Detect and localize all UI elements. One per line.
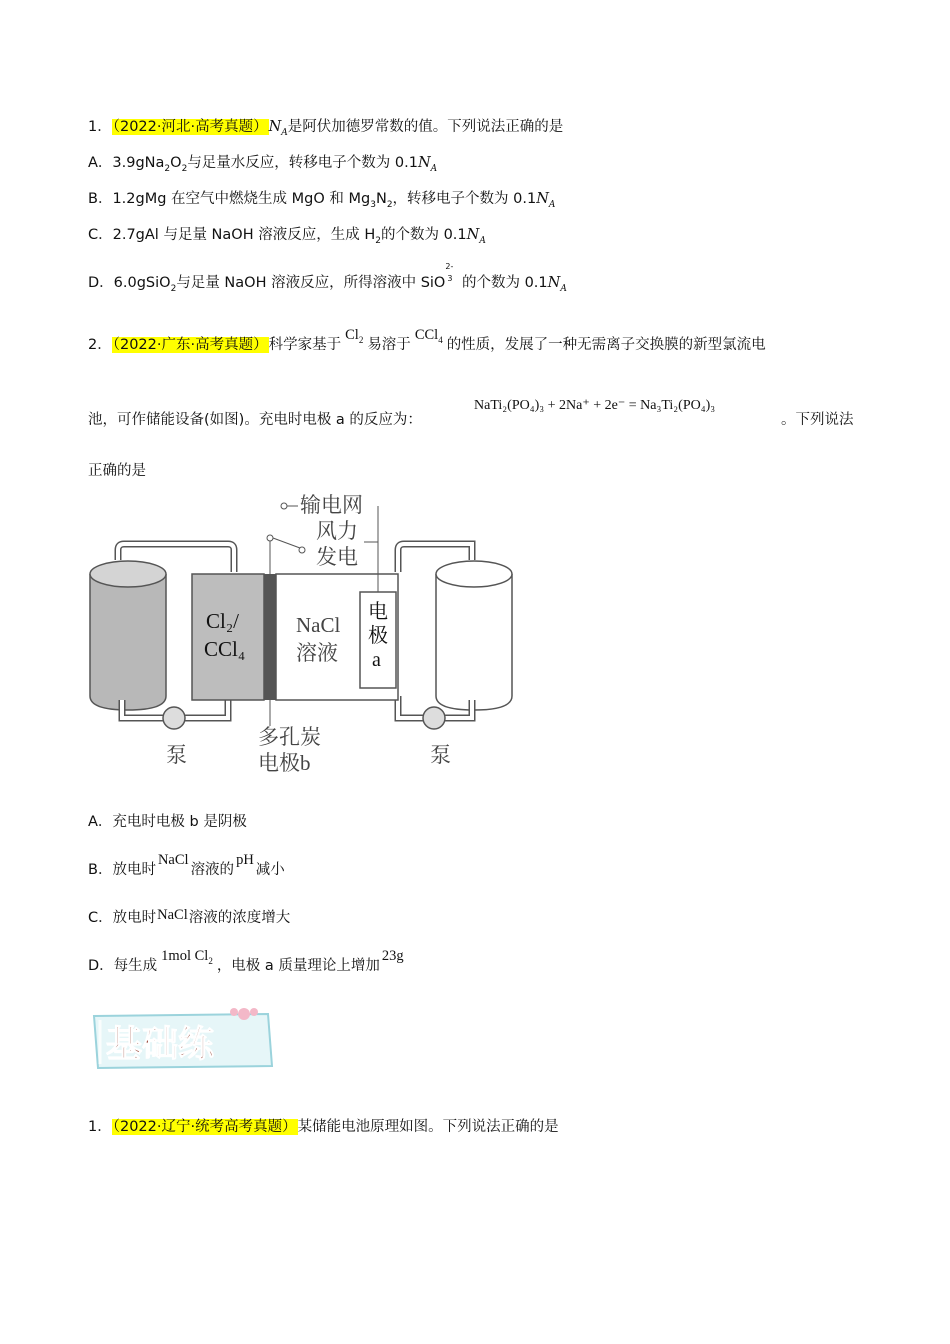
- q3-source-tag: （2022·辽宁·统考高考真题）: [112, 1119, 297, 1135]
- nacl-label-1: NaCl: [296, 613, 341, 637]
- option-text: 1.2gMg 在空气中燃烧生成 MgO 和 Mg: [112, 191, 371, 207]
- option-text: ，电极 a 质量理论上增加: [216, 958, 380, 974]
- ion-charge: [445, 262, 457, 293]
- option-label: C．: [88, 910, 113, 926]
- subscript: 3: [447, 274, 453, 283]
- option-label: C．: [88, 227, 113, 243]
- q2-stem-line3: 正确的是: [88, 463, 146, 479]
- option-text: ，转移电子个数为 0.1: [392, 191, 537, 207]
- option-text: 的个数为 0.1: [457, 275, 548, 291]
- flow-battery-diagram: [88, 488, 528, 778]
- q1-option-a: [88, 153, 437, 173]
- left-tank-top: [90, 561, 166, 587]
- option-text: 溶液的浓度增大: [188, 910, 291, 926]
- option-text: 3.9gNa: [112, 155, 165, 171]
- subscript: A: [430, 163, 438, 174]
- charge-reaction-equation: NaTi₂(PO₄)₃ + 2Na⁺ + 2e⁻ = Na₃Ti₂(PO₄)₃: [474, 398, 716, 413]
- q2-source-tag: （2022·广东·高考真题）: [112, 337, 268, 353]
- subscript: A: [479, 235, 486, 246]
- q1-stem-text: 是阿伏加德罗常数的值。下列说法正确的是: [287, 119, 564, 135]
- option-text: 充电时电极 b 是阴极: [112, 814, 247, 830]
- bow-icon: [238, 1008, 250, 1020]
- q2-stem-line1: [88, 327, 766, 355]
- left-tank-label-1: Cl₂/: [206, 609, 239, 633]
- electrode-a-label-3: a: [372, 649, 381, 671]
- q1-option-c: [88, 225, 486, 245]
- wind-label-1: 风力: [316, 519, 358, 543]
- q2-option-d: [88, 948, 404, 976]
- mol-cl2: [161, 948, 213, 964]
- left-pump: [163, 707, 185, 729]
- q2-option-a: [88, 812, 247, 832]
- na-symbol: N: [417, 155, 431, 171]
- option-text: N: [375, 191, 387, 207]
- subscript: 2: [208, 955, 213, 966]
- carbon-electrode-label-2: 电极b: [258, 751, 311, 775]
- option-text: 减小: [255, 862, 285, 878]
- grid-label: 输电网: [300, 493, 363, 517]
- option-text: 的个数为 0.1: [380, 227, 467, 243]
- right-pump-label: 泵: [430, 743, 451, 767]
- section-title: 基础练: [106, 1023, 215, 1065]
- wind-label-2: 发电: [316, 545, 358, 569]
- q3-number: 1．: [88, 1119, 112, 1135]
- subscript: 2: [164, 163, 171, 174]
- option-text: 2.7gAl 与足量 NaOH 溶液反应，生成 H: [112, 227, 376, 243]
- grid-terminal: [281, 503, 287, 509]
- right-storage-tank: [436, 574, 512, 710]
- stem-text: 池，可作储能设备(如图)。充电时电极 a 的反应为：: [88, 412, 422, 428]
- option-label: D．: [88, 275, 114, 291]
- subscript: 2: [375, 235, 381, 246]
- carbon-electrode-label-1: 多孔炭: [258, 725, 321, 749]
- na-symbol: N: [466, 227, 480, 243]
- q1-number: 1．: [88, 119, 112, 135]
- option-text: 与足量水反应，转移电子个数为 0.1: [187, 155, 418, 171]
- left-storage-tank: [90, 574, 166, 710]
- switch: [273, 538, 300, 548]
- left-pump-label: 泵: [166, 743, 187, 767]
- stem-text: 某储能电池原理如图。下列说法正确的是: [297, 1119, 559, 1135]
- right-tank-top: [436, 561, 512, 587]
- nacl-label-2: 溶液: [296, 641, 338, 665]
- option-label: A．: [88, 814, 113, 830]
- stem-text: 的性质，发展了一种无需离子交换膜的新型氯流电: [446, 337, 766, 353]
- q3-stem: [88, 1117, 559, 1137]
- q2-stem-tail: 。下列说法: [781, 412, 854, 428]
- right-pump: [423, 707, 445, 729]
- electrode-a-label-2: 极: [368, 625, 388, 647]
- option-text: 与足量 NaOH 溶液反应，所得溶液中 SiO: [176, 275, 446, 291]
- q1-source-tag: （2022·河北·高考真题）: [112, 119, 268, 135]
- formula-text: Cl: [345, 327, 359, 343]
- q1-stem: [88, 117, 563, 137]
- subscript: 2: [181, 163, 188, 174]
- subscript: 3: [370, 199, 376, 210]
- option-text: O: [170, 155, 182, 171]
- subscript: 4: [438, 334, 443, 345]
- subscript: 2: [358, 334, 364, 345]
- option-label: B．: [88, 862, 113, 878]
- option-text: 溶液的: [190, 862, 235, 878]
- q2-number: 2．: [88, 337, 112, 353]
- option-text: 放电时: [112, 862, 156, 878]
- stem-text: 易溶于: [367, 337, 411, 353]
- nacl-formula: NaCl: [157, 907, 188, 923]
- subscript: 2: [386, 199, 393, 210]
- porous-carbon-electrode-b: [264, 574, 276, 700]
- left-tank-label-2: CCl₄: [204, 637, 246, 661]
- formula-text: 1mol Cl: [161, 948, 209, 964]
- mass-value: 23g: [381, 948, 404, 964]
- ph-symbol: pH: [236, 852, 254, 868]
- subscript: A: [548, 199, 556, 210]
- na-symbol: N: [547, 275, 561, 291]
- superscript: 2-: [445, 262, 454, 271]
- q2-option-c: [88, 908, 290, 928]
- cl2-formula: [345, 327, 363, 343]
- q2-option-b: [88, 852, 285, 880]
- q1-option-b: [88, 189, 555, 209]
- q1-na: N: [268, 119, 282, 135]
- stem-text: 科学家基于: [268, 337, 342, 353]
- option-text: 每生成: [113, 958, 158, 974]
- switch-terminal: [267, 535, 273, 541]
- option-text: 6.0gSiO: [113, 275, 171, 291]
- option-label: B．: [88, 191, 113, 207]
- q2-stem-line2: [88, 410, 422, 430]
- electrode-a-label-1: 电: [368, 601, 388, 623]
- option-text: 放电时: [112, 910, 157, 926]
- section-banner: [90, 1006, 274, 1074]
- formula-text: CCl: [414, 327, 439, 343]
- q1-na-sub: A: [281, 127, 288, 138]
- ccl4-formula: [415, 327, 443, 343]
- subscript: 2: [170, 283, 177, 294]
- option-label: A．: [88, 155, 113, 171]
- na-symbol: N: [536, 191, 549, 207]
- subscript: A: [560, 283, 567, 294]
- q1-option-d: [88, 262, 567, 294]
- option-label: D．: [88, 958, 114, 974]
- nacl-formula: NaCl: [157, 852, 189, 868]
